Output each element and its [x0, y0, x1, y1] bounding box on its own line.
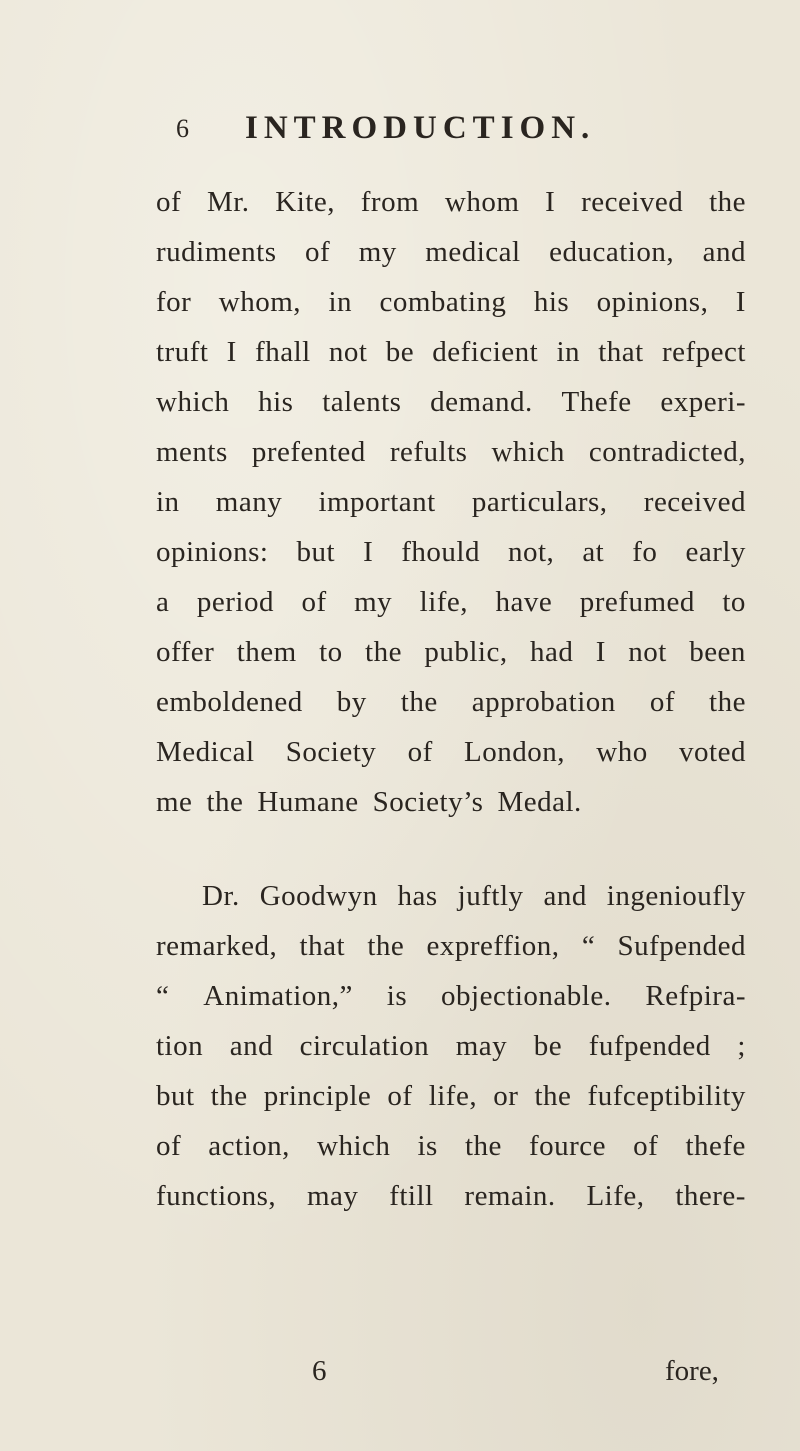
word: principle	[263, 1080, 372, 1112]
word: fhall	[255, 336, 311, 368]
word: combating	[379, 286, 507, 318]
word: is	[386, 980, 408, 1012]
word: life,	[428, 1080, 478, 1112]
word: which	[491, 436, 565, 468]
text-line	[156, 980, 746, 1013]
word: been	[689, 636, 746, 668]
word: be	[533, 1030, 563, 1062]
word: refpect	[661, 336, 746, 368]
word: prefumed	[579, 586, 695, 618]
word: is	[417, 1130, 438, 1162]
word: talents	[322, 386, 402, 418]
word: his	[533, 286, 570, 318]
text-line	[156, 736, 746, 769]
word: my	[354, 586, 393, 618]
word: may	[455, 1030, 508, 1062]
word: fufceptibility	[587, 1080, 746, 1112]
word: the	[365, 636, 402, 668]
word: Kite,	[275, 186, 335, 218]
word: voted	[679, 736, 746, 768]
word: prefented	[251, 436, 366, 468]
word: period	[196, 586, 274, 618]
text-line	[156, 536, 746, 569]
word: Sufpended	[617, 930, 746, 962]
word: remarked,	[156, 930, 278, 962]
word: Medical	[156, 736, 255, 768]
word: fufpended	[588, 1030, 711, 1062]
word: the	[367, 930, 405, 962]
word: action,	[208, 1130, 290, 1162]
word: but	[296, 536, 336, 568]
word: contradicted,	[588, 436, 746, 468]
page-number: 6	[176, 114, 189, 143]
word: that	[598, 336, 644, 368]
word: ftill	[389, 1180, 434, 1212]
word: for	[156, 286, 192, 318]
word: ments	[156, 436, 228, 468]
word: early	[685, 536, 746, 568]
word: but	[156, 1080, 195, 1112]
word: deficient	[432, 336, 539, 368]
word: received	[643, 486, 746, 518]
word: education,	[549, 236, 675, 268]
word: of	[387, 1080, 413, 1112]
word: demand.	[430, 386, 533, 418]
word: the	[709, 186, 746, 218]
running-title: INTRODUCTION.	[245, 110, 596, 146]
word: there-	[675, 1180, 746, 1212]
word: opinions,	[596, 286, 709, 318]
word: London,	[464, 736, 565, 768]
text-line	[156, 1030, 746, 1063]
word: received	[581, 186, 684, 218]
text-line	[156, 236, 746, 269]
word: fo	[632, 536, 658, 568]
word: and	[702, 236, 746, 268]
word: has	[397, 880, 438, 912]
word: my	[358, 236, 397, 268]
word: particulars,	[471, 486, 608, 518]
word: remain.	[464, 1180, 556, 1212]
word: of	[156, 1130, 182, 1162]
word: in	[556, 336, 581, 368]
word: Dr.	[202, 880, 240, 912]
word: me	[156, 786, 193, 818]
word: who	[596, 736, 648, 768]
word: I	[735, 286, 746, 318]
text-line	[156, 636, 746, 669]
word: emboldened	[156, 686, 303, 718]
signature-mark: 6	[312, 1355, 327, 1387]
word: objectionable.	[441, 980, 612, 1012]
word: from	[360, 186, 420, 218]
text-line	[156, 186, 746, 219]
word: “	[581, 930, 596, 962]
word: refults	[389, 436, 468, 468]
word: juftly	[457, 880, 524, 912]
word: life,	[419, 586, 469, 618]
word: that	[299, 930, 346, 962]
word: of	[633, 1130, 659, 1162]
word: of	[156, 186, 182, 218]
word: not	[628, 636, 667, 668]
text-line	[156, 436, 746, 469]
word: Medal.	[497, 786, 582, 818]
word: which	[156, 386, 230, 418]
text-line	[156, 930, 746, 963]
word: may	[306, 1180, 359, 1212]
word: fource	[528, 1130, 607, 1162]
word: offer	[156, 636, 215, 668]
word: ingenioufly	[606, 880, 746, 912]
word: Mr.	[206, 186, 250, 218]
text-line	[156, 1180, 746, 1213]
word: or	[493, 1080, 519, 1112]
catchword: fore,	[665, 1355, 719, 1387]
word: Society’s	[372, 786, 484, 818]
word: the	[400, 686, 438, 718]
word: be	[385, 336, 415, 368]
word: in	[328, 286, 353, 318]
word: Goodwyn	[259, 880, 378, 912]
word: the	[709, 686, 746, 718]
word: “	[156, 980, 170, 1012]
word: to	[319, 636, 343, 668]
word: public,	[424, 636, 508, 668]
word: truft	[156, 336, 209, 368]
word: Life,	[586, 1180, 645, 1212]
text-line	[156, 336, 746, 369]
running-head	[0, 108, 800, 158]
page-footer	[0, 1355, 800, 1399]
word: whom,	[218, 286, 302, 318]
word: Thefe	[561, 386, 632, 418]
word: of	[407, 736, 433, 768]
word: at	[582, 536, 605, 568]
word: his	[258, 386, 294, 418]
word: Humane	[257, 786, 359, 818]
word: of	[649, 686, 675, 718]
text-line	[156, 1130, 746, 1163]
word: the	[464, 1130, 502, 1162]
word: tion	[156, 1030, 204, 1062]
word: to	[722, 586, 746, 618]
text-line	[156, 286, 746, 319]
word: and	[543, 880, 587, 912]
word: I	[363, 536, 374, 568]
word: and	[229, 1030, 274, 1062]
word: medical	[425, 236, 521, 268]
word: have	[495, 586, 553, 618]
word: whom	[444, 186, 520, 218]
word: experi-	[660, 386, 746, 418]
word: ;	[737, 1030, 746, 1062]
word: opinions:	[156, 536, 269, 568]
word: expreffion,	[426, 930, 560, 962]
word: not	[328, 336, 368, 368]
word: had	[529, 636, 574, 668]
word: a	[156, 586, 170, 618]
word: Refpira-	[645, 980, 746, 1012]
word: approbation	[471, 686, 616, 718]
text-line	[156, 1080, 746, 1113]
word: important	[318, 486, 436, 518]
word: which	[317, 1130, 391, 1162]
word: Animation,”	[203, 980, 353, 1012]
text-line	[156, 686, 746, 719]
text-line	[156, 486, 746, 519]
word: fhould	[401, 536, 480, 568]
text-line	[156, 386, 746, 419]
text-line	[156, 586, 746, 619]
word: thefe	[685, 1130, 746, 1162]
word: Society	[285, 736, 377, 768]
word: many	[215, 486, 283, 518]
word: in	[156, 486, 180, 518]
word: of	[305, 236, 331, 268]
word: rudiments	[156, 236, 277, 268]
word: I	[545, 186, 556, 218]
word: by	[336, 686, 367, 718]
word: of	[301, 586, 327, 618]
word: the	[210, 1080, 248, 1112]
word: I	[226, 336, 237, 368]
word: not,	[507, 536, 555, 568]
word: the	[206, 786, 244, 818]
word: them	[236, 636, 297, 668]
word: circulation	[299, 1030, 430, 1062]
word: I	[595, 636, 606, 668]
word: functions,	[156, 1180, 277, 1212]
text-line	[156, 786, 746, 819]
word: the	[534, 1080, 572, 1112]
text-line	[202, 880, 746, 913]
